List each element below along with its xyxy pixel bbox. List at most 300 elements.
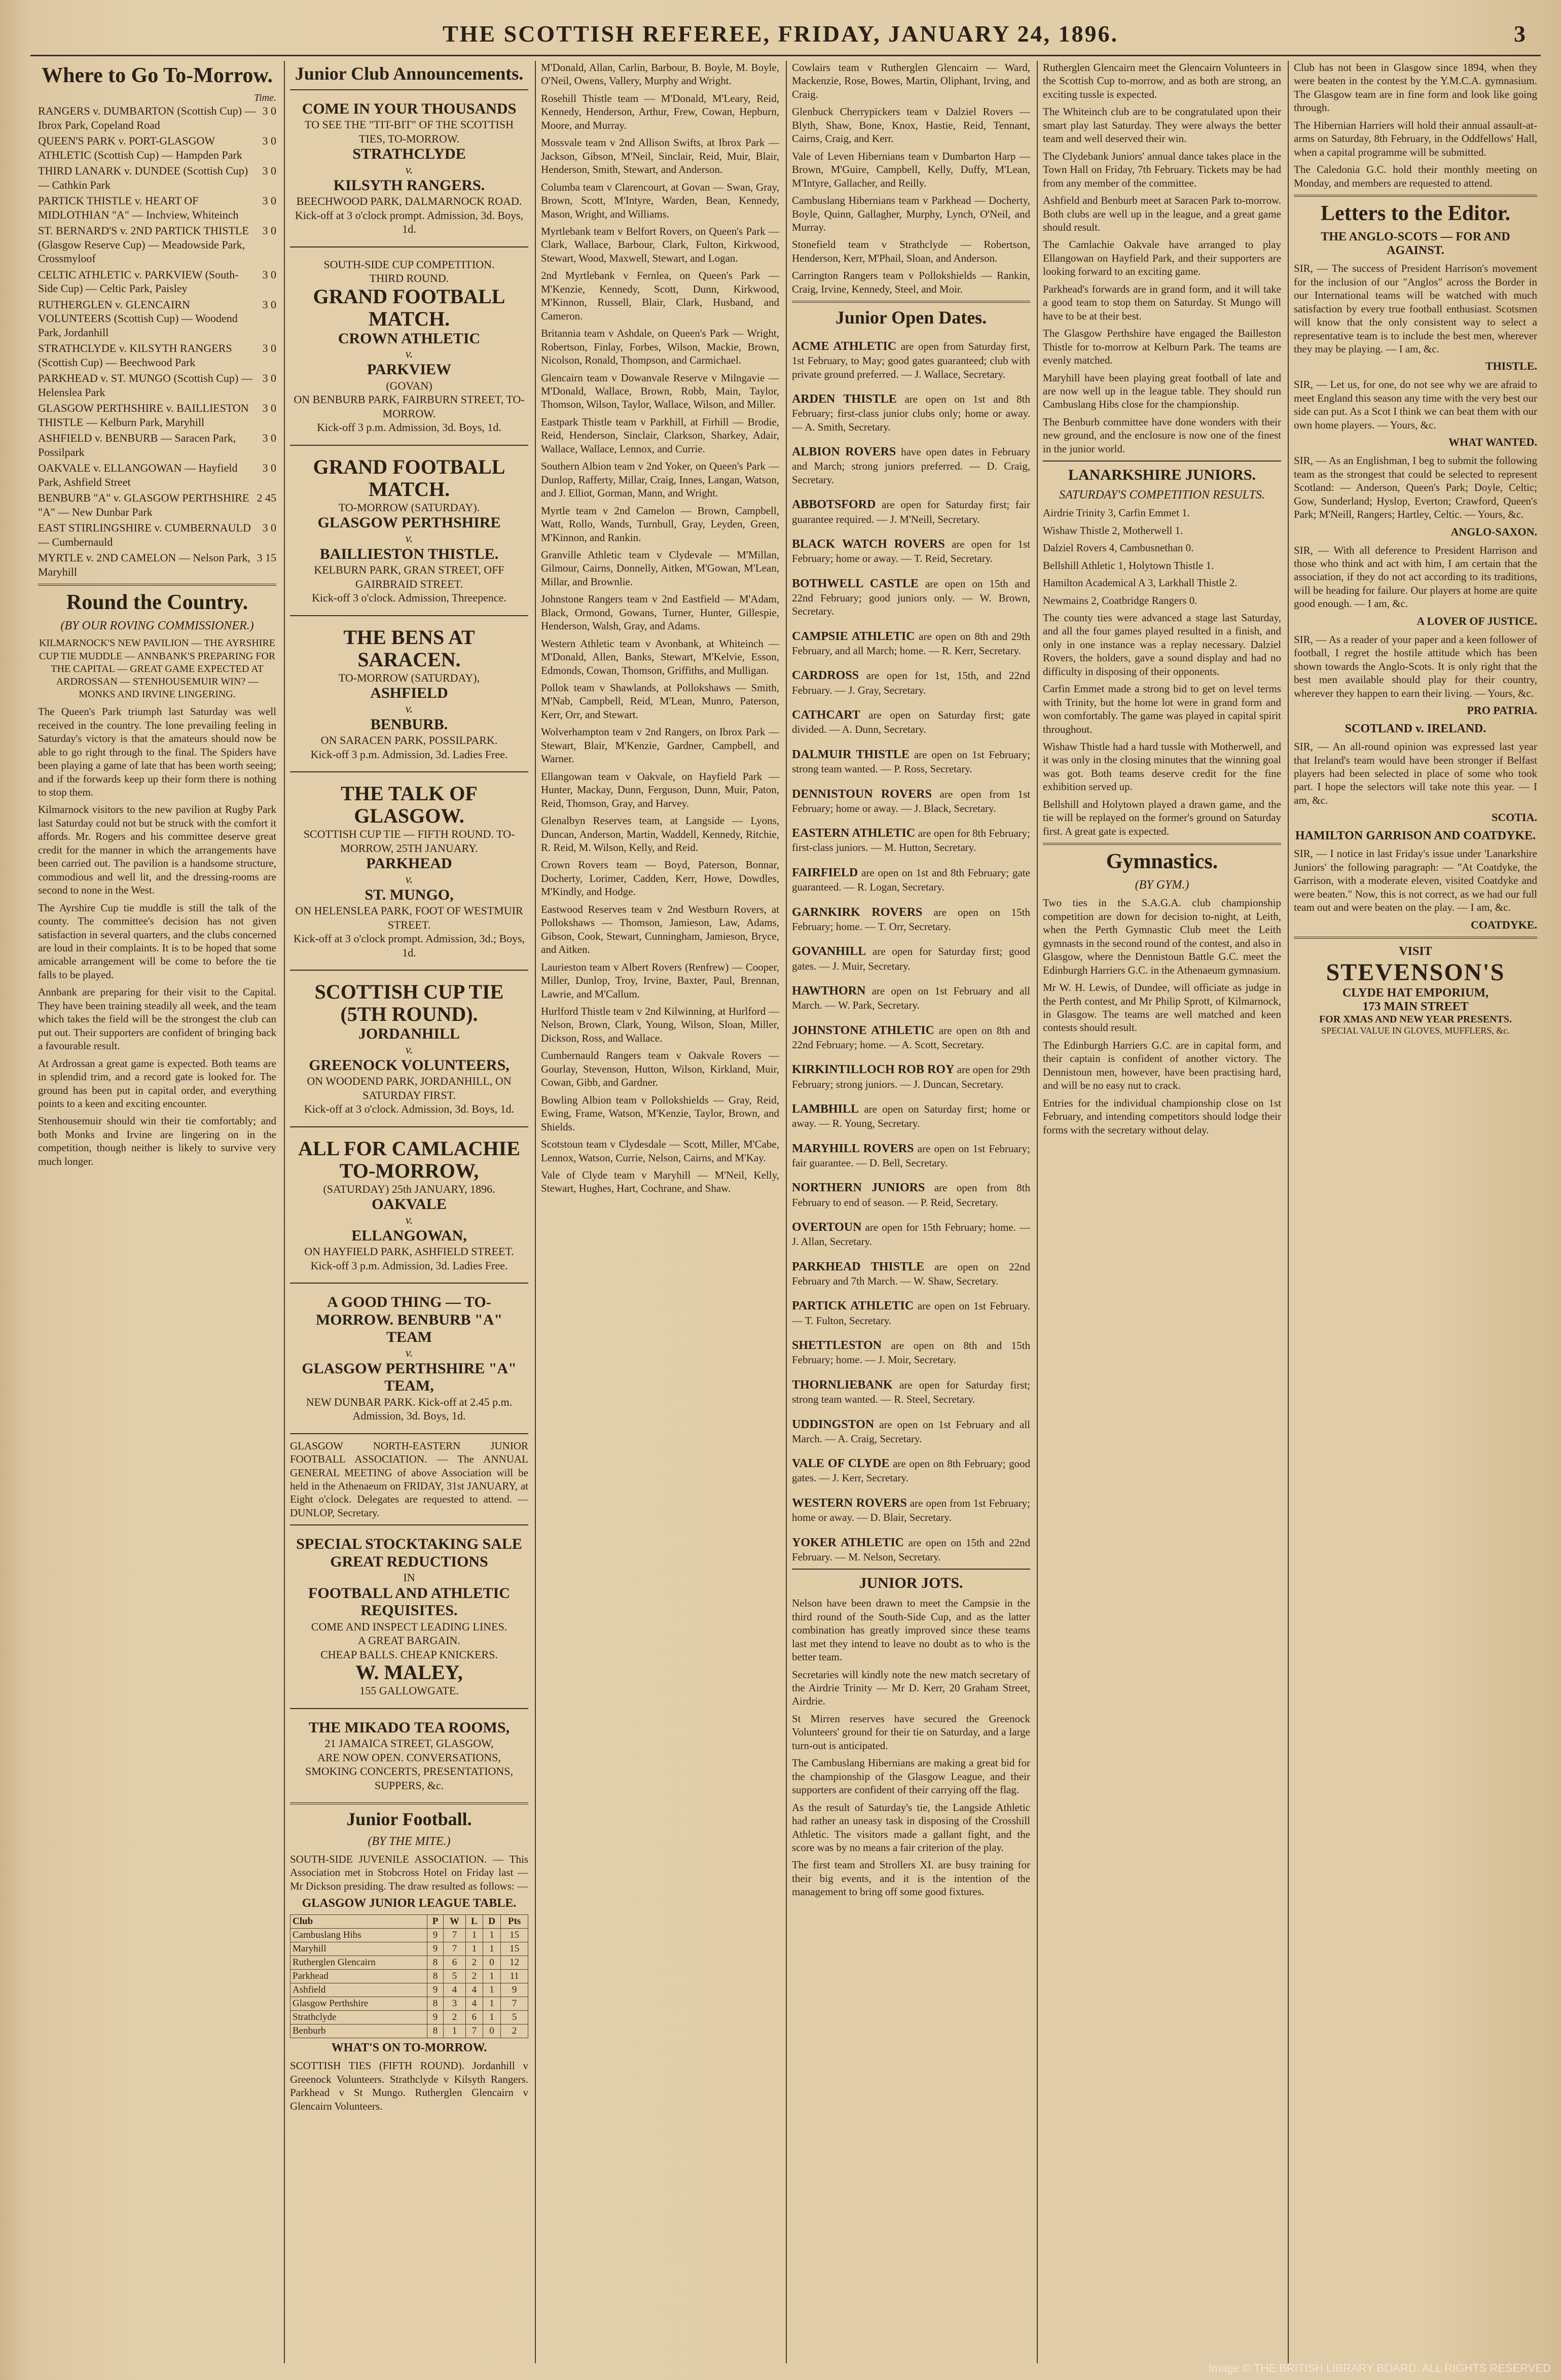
fixture-row bbox=[38, 341, 276, 369]
junior-announcements-title: Junior Club Announcements. bbox=[295, 63, 524, 84]
table-cell: 1 bbox=[483, 1997, 501, 2011]
open-date-text: are open from 1st February; home or away. — D. Blair, Secretary. bbox=[792, 1497, 1030, 1524]
ad-admission: Kick-off 3 p.m. Admission, 3d. Boys, 1d. bbox=[317, 421, 501, 434]
letter-body: SIR, — Let us, for one, do not see why we are afraid to meet England this season any time with the very best our side can put. As a Scot I think we can beat them with our own home players. — Yours, &c. bbox=[1294, 378, 1537, 431]
article-paragraph: Two ties in the S.A.G.A. club championship competition are down for decision to-night, at Leith, when the Perth Gymnastic Club meet the Leith gymnasts in the second round of the contest, and also in Glasgow, where the Dennistoun Battle G.C. meet the Edinburgh Harriers G.C. in the Athenaeum gymnasium. bbox=[1043, 897, 1281, 976]
ad-advertiser: STEVENSON'S bbox=[1326, 958, 1505, 986]
open-date-item bbox=[792, 944, 1030, 973]
open-date-text: are open on 1st February; fair guarantee. — D. Bell, Secretary. bbox=[792, 1142, 1030, 1169]
gymnastics-title: Gymnastics. bbox=[1106, 850, 1218, 874]
section-divider bbox=[290, 615, 528, 616]
ad-line: ARE NOW OPEN. CONVERSATIONS, SMOKING CONCERTS, PRESENTATIONS, SUPPERS, &c. bbox=[305, 1751, 514, 1792]
fixture-match: CELTIC ATHLETIC v. PARKVIEW (South-Side Cup) — Celtic Park, Paisley bbox=[38, 268, 239, 295]
table-cell: 5 bbox=[444, 1970, 466, 1983]
team-list-paragraph: Cowlairs team v Rutherglen Glencairn — Ward, Mackenzie, Rose, Bowes, Martin, Oliphant, Irving, and Craig. bbox=[792, 61, 1030, 100]
fixture-row bbox=[38, 164, 276, 192]
ad-admission: Kick-off at 3 o'clock. Admission, 3d. Boys, 1d. bbox=[304, 1103, 515, 1116]
open-date-text: are open on 1st February. — T. Fulton, Secretary. bbox=[792, 1300, 1030, 1327]
table-row bbox=[291, 2011, 528, 2024]
jot-paragraph: As the result of Saturday's tie, the Langside Athletic had rather an uneasy task in disposing of the Crosshill Athletic. The visitors made a gallant fight, and the score was by no means a fair criterion of the play. bbox=[792, 1801, 1030, 1854]
column-rule bbox=[535, 61, 536, 2363]
letter-signature: SCOTIA. bbox=[1492, 811, 1537, 824]
team-list-paragraph: Granville Athletic team v Clydevale — M'Millan, Gilmour, Cairns, Donnelly, Aitken, M'Gowan, M'Lean, Millar, and Brownlie. bbox=[541, 548, 779, 588]
section-divider bbox=[290, 1126, 528, 1127]
letters-title: Letters to the Editor. bbox=[1320, 202, 1511, 226]
open-date-item bbox=[792, 1180, 1030, 1209]
open-date-club: YOKER ATHLETIC bbox=[792, 1536, 904, 1549]
open-date-club: ARDEN THISTLE bbox=[792, 392, 897, 406]
table-header-cell: Club bbox=[291, 1915, 427, 1929]
open-date-club: WESTERN ROVERS bbox=[792, 1496, 907, 1510]
open-date-text: are open on 15th February; home. — T. Orr, Secretary. bbox=[792, 906, 1030, 933]
article-paragraph: The Edinburgh Harriers G.C. are in capital form, and their captain is confident of another victory. The Dennistoun men, however, have been practising hard, and will be no easy nut to crack. bbox=[1043, 1039, 1281, 1092]
open-date-club: FAIRFIELD bbox=[792, 866, 858, 879]
team-list-paragraph: Mossvale team v 2nd Allison Swifts, at Ibrox Park — Jackson, Gibson, M'Neil, Sinclair, Reid, Muir, Blair, Henderson, Smith, Stewart, and Anderson. bbox=[541, 136, 779, 176]
open-dates-list bbox=[792, 339, 1030, 1564]
note-paragraph: The Camlachie Oakvale have arranged to play Ellangowan on Hayfield Park, and their supporters are looking forward to an exciting game. bbox=[1043, 238, 1281, 278]
ad-round: THIRD ROUND. bbox=[369, 272, 449, 285]
table-cell: 8 bbox=[427, 2024, 443, 2038]
ad-line: VISIT bbox=[1399, 944, 1432, 958]
note-paragraph: Maryhill have been playing great football of late and are now well up in the league table. They should run Cambuslang Hibs close for the championship. bbox=[1043, 371, 1281, 411]
ad-admission: Kick-off 3 p.m. Admission, 3d. Ladies Free. bbox=[310, 1259, 508, 1272]
fixture-row bbox=[38, 104, 276, 132]
open-date-item bbox=[792, 1259, 1030, 1288]
team-list-paragraph: Rosehill Thistle team — M'Donald, M'Leary, Reid, Kennedy, Henderson, Arthur, Frew, Cowan, Hepburn, Moore, and Murray. bbox=[541, 92, 779, 131]
open-date-item bbox=[792, 576, 1030, 618]
ad-headline: GRAND FOOTBALL MATCH. bbox=[313, 455, 505, 501]
table-cell: 0 bbox=[483, 1956, 501, 1970]
table-row bbox=[291, 1970, 528, 1983]
fixture-time: 3 15 bbox=[257, 551, 276, 564]
table-cell: 4 bbox=[465, 1997, 483, 2011]
jot-paragraph: Nelson have been drawn to meet the Campsie in the third round of the South-Side Cup, and as the latter combination has greatly improved since these teams last met they intend to leave no doubt as to who is the better team. bbox=[792, 1597, 1030, 1663]
fixture-row bbox=[38, 461, 276, 489]
image-credit: Image © THE BRITISH LIBRARY BOARD. ALL RIGHTS RESERVED bbox=[1208, 2362, 1551, 2374]
ad-ground: ON HAYFIELD PARK, ASHFIELD STREET. bbox=[304, 1245, 514, 1258]
result-line: Dalziel Rovers 4, Cambusnethan 0. bbox=[1043, 542, 1194, 554]
ad-team-home: OAKVALE bbox=[372, 1196, 447, 1213]
team-list-paragraph: Ellangowan team v Oakvale, on Hayfield Park — Hunter, Mackay, Dunn, Ferguson, Dunn, Muir, Paton, Reid, Thomson, Gray, and Harvey. bbox=[541, 770, 779, 809]
gymnastics-continued bbox=[1294, 61, 1537, 190]
ad-subhead: SCOTTISH CUP TIE — FIFTH ROUND. TO-MORROW, 25TH JANUARY. bbox=[303, 828, 515, 855]
open-date-item bbox=[792, 1338, 1030, 1367]
junior-jots-title: JUNIOR JOTS. bbox=[859, 1575, 963, 1592]
article-paragraph: Annbank are preparing for their visit to the Capital. They have been training steadily all week, and the team which takes the field will be the strongest the club can put out. Their supporters are confident of bringing back a favourable result. bbox=[38, 986, 276, 1052]
open-date-item bbox=[792, 1456, 1030, 1485]
jot-paragraph: St Mirren reserves have secured the Greenock Volunteers' ground for their tie on Saturday, and a large turn-out is anticipated. bbox=[792, 1712, 1030, 1752]
fixture-row bbox=[38, 268, 276, 296]
open-date-club: DALMUIR THISTLE bbox=[792, 748, 910, 761]
open-date-text: are open on 8th and 22nd February; home. — A. Scott, Secretary. bbox=[792, 1024, 1030, 1051]
table-cell: 7 bbox=[444, 1929, 466, 1942]
fixture-row bbox=[38, 224, 276, 266]
league-table-header bbox=[291, 1915, 528, 1929]
table-cell: 11 bbox=[501, 1970, 528, 1983]
ad-bens-at-saracen bbox=[290, 621, 528, 767]
fixture-time: 3 0 bbox=[262, 432, 276, 445]
junior-football-text: SOUTH-SIDE JUVENILE ASSOCIATION. — This Association met in Stobcross Hotel on Friday last — Mr Dickson presiding. The draw resulted as follows: — bbox=[290, 1853, 528, 1892]
whats-on-text: SCOTTISH TIES (FIFTH ROUND). Jordanhill v Greenock Volunteers. Strathclyde v Kilsyth Rangers. Parkhead v St Mungo. Rutherglen Glencairn v Glencairn Volunteers. bbox=[290, 2059, 528, 2112]
open-date-text: are open on 1st February; strong team wanted. — P. Ross, Secretary. bbox=[792, 748, 1030, 775]
jot-paragraph: The Cambuslang Hibernians are making a great bid for the championship of the Glasgow League, and their supporters are confident of their carrying off the flag. bbox=[792, 1757, 1030, 1796]
section-divider bbox=[290, 246, 528, 247]
open-date-club: ABBOTSFORD bbox=[792, 498, 876, 512]
section-divider bbox=[290, 1802, 528, 1804]
open-date-club: ALBION ROVERS bbox=[792, 445, 896, 459]
table-cell: 12 bbox=[501, 1956, 528, 1970]
team-list-paragraph: Pollok team v Shawlands, at Pollokshaws — Smith, M'Nab, Campbell, Reid, M'Lean, Munro, Paterson, Kerr, Orr, and Stewart. bbox=[541, 682, 779, 721]
fixture-time: 3 0 bbox=[262, 268, 276, 281]
ad-address: 173 MAIN STREET bbox=[1362, 1000, 1469, 1013]
team-list-paragraph: Cumbernauld Rangers team v Oakvale Rovers — Gourlay, Stevenson, Hutton, Wilson, Kirkland, Muir, Cowan, Gibb, and Gardner. bbox=[541, 1049, 779, 1089]
team-list-paragraph: Stonefield team v Strathclyde — Robertson, Henderson, Kerr, M'Phail, Sloan, and Anderson. bbox=[792, 238, 1030, 264]
note-paragraph: The Benburb committee have done wonders with their new ground, and the enclosure is now one of the finest in the junior world. bbox=[1043, 415, 1281, 455]
table-cell: 7 bbox=[444, 1942, 466, 1956]
junior-notes bbox=[1043, 61, 1281, 455]
ad-ground: ON WOODEND PARK, JORDANHILL, ON SATURDAY FIRST. bbox=[307, 1075, 512, 1102]
table-cell: Strathclyde bbox=[291, 2011, 427, 2024]
letter-signature: THISTLE. bbox=[1485, 360, 1537, 373]
open-date-club: UDDINGSTON bbox=[792, 1417, 875, 1431]
letter-body: SIR, — The success of President Harrison's movement for the inclusion of our "Anglos" across the Border in our International teams will be watched with much satisfaction by every true football enthusiast. Scotsmen will know that the only consistent way to select a representative team is to include the best men, wherever they may be playing. — I am, &c. bbox=[1294, 262, 1537, 355]
section-divider bbox=[290, 1524, 528, 1525]
ad-team-away: BAILLIESTON THISTLE. bbox=[319, 545, 499, 562]
open-date-item bbox=[792, 1023, 1030, 1052]
ad-line: CLYDE HAT EMPORIUM, bbox=[1342, 986, 1489, 1000]
ad-headline: THE MIKADO TEA ROOMS, bbox=[308, 1719, 510, 1736]
letter-heading: THE ANGLO-SCOTS — FOR AND AGAINST. bbox=[1321, 230, 1510, 258]
open-date-text: are open on 1st February and all March. — W. Park, Secretary. bbox=[792, 984, 1030, 1012]
open-date-club: EASTERN ATHLETIC bbox=[792, 827, 916, 840]
table-cell: 2 bbox=[501, 2024, 528, 2038]
column-6 bbox=[1294, 61, 1537, 2363]
open-date-club: MARYHILL ROVERS bbox=[792, 1142, 914, 1155]
open-date-club: PARTICK ATHLETIC bbox=[792, 1299, 914, 1313]
table-cell: 1 bbox=[465, 1929, 483, 1942]
article-paragraph: Bellshill and Holytown played a drawn game, and the tie will be replayed on the former's ground on Saturday first. A great gate is expected. bbox=[1043, 798, 1281, 837]
fixture-list bbox=[38, 104, 276, 579]
ad-ground: KELBURN PARK, GRAN STREET, OFF GAIRBRAID STREET. bbox=[314, 563, 504, 590]
open-date-text: are open for 8th February; first-class juniors. — M. Hutton, Secretary. bbox=[792, 827, 1030, 854]
open-date-item bbox=[792, 1062, 1030, 1091]
ad-ground: ON HELENSLEA PARK, FOOT OF WESTMUIR STREET. bbox=[295, 904, 523, 931]
column-2 bbox=[290, 61, 528, 2363]
section-divider bbox=[1294, 937, 1537, 939]
table-cell: 9 bbox=[427, 1942, 443, 1956]
fixture-row bbox=[38, 298, 276, 340]
ad-team-home: ASHFIELD bbox=[370, 685, 448, 702]
whats-on-title: WHAT'S ON TO-MORROW. bbox=[331, 2041, 487, 2055]
ad-ground: BEECHWOOD PARK, DALMARNOCK ROAD. bbox=[296, 195, 522, 208]
article-paragraph: The Queen's Park triumph last Saturday was well received in the country. The lone prevailing feeling in Saturday's victory is that the amateurs should now be able to go right through to the final. The Spiders have been playing a game of late that has been worth seeing; and if the forwards keep up their form there is nothing to stop them. bbox=[38, 705, 276, 799]
ad-team-home: CROWN ATHLETIC bbox=[338, 330, 481, 347]
table-cell: 1 bbox=[444, 2024, 466, 2038]
open-date-club: CATHCART bbox=[792, 708, 860, 722]
ad-mikado-tea-rooms bbox=[290, 1714, 528, 1798]
table-cell: 1 bbox=[483, 1970, 501, 1983]
table-cell: 7 bbox=[465, 2024, 483, 2038]
table-cell: Ashfield bbox=[291, 1983, 427, 1997]
ad-headline: ALL FOR CAMLACHIE TO-MORROW, bbox=[298, 1136, 520, 1182]
table-cell: Cambuslang Hibs bbox=[291, 1929, 427, 1942]
open-date-club: VALE OF CLYDE bbox=[792, 1457, 890, 1471]
ad-headline: A GOOD THING — TO-MORROW. BENBURB "A" TEAM bbox=[315, 1294, 503, 1346]
section-divider bbox=[38, 584, 276, 586]
column-rule bbox=[1037, 61, 1038, 2363]
team-list-paragraph: Crown Rovers team — Boyd, Paterson, Bonnar, Docherty, Lorimer, Cadden, Kerr, Howe, Dowdles, M'Kindly, and Hodge. bbox=[541, 859, 779, 898]
ad-address: 155 GALLOWGATE. bbox=[359, 1684, 459, 1697]
section-divider bbox=[290, 89, 528, 90]
open-date-item bbox=[792, 1298, 1030, 1327]
team-list-paragraph: Bowling Albion team v Pollokshields — Gray, Reid, Ewing, Frame, Watson, M'Kenzie, Taylor, Brown, and Shields. bbox=[541, 1093, 779, 1133]
ad-team-home: JORDANHILL bbox=[358, 1025, 460, 1043]
jot-paragraph: Secretaries will kindly note the new match secretary of the Airdrie Trinity — Mr D. Kerr, 20 Graham Street, Airdrie. bbox=[792, 1668, 1030, 1708]
open-date-text: are open for Saturday first; fair guarantee required. — J. M'Neill, Secretary. bbox=[792, 499, 1030, 525]
lanarkshire-subtitle: SATURDAY'S COMPETITION RESULTS. bbox=[1059, 488, 1265, 502]
open-date-text: are open for 1st February; home or away. — T. Reid, Secretary. bbox=[792, 538, 1030, 565]
ad-team-away: BENBURB. bbox=[370, 716, 448, 733]
result-line: Wishaw Thistle 2, Motherwell 1. bbox=[1043, 524, 1183, 537]
ad-subhead: TO SEE THE "TIT-BIT" OF THE SCOTTISH TIES, TO-MORROW. bbox=[305, 118, 514, 145]
gymnastics-article bbox=[1043, 896, 1281, 1136]
open-date-item bbox=[792, 1141, 1030, 1170]
open-date-club: GOVANHILL bbox=[792, 945, 866, 958]
ad-good-thing bbox=[290, 1289, 528, 1428]
ad-admission: Kick-off at 3 o'clock prompt. Admission, 3d.; Boys, 1d. bbox=[293, 932, 525, 959]
ad-versus: v. bbox=[405, 531, 413, 545]
ad-team-home: STRATHCLYDE bbox=[352, 146, 466, 163]
open-date-item bbox=[792, 1496, 1030, 1524]
open-date-item bbox=[792, 865, 1030, 894]
round-subhead: KILMARNOCK'S NEW PAVILION — THE AYRSHIRE CUP TIE MUDDLE — ANNBANK'S PREPARING FOR THE CAPITAL — GREAT GAME EXPECTED AT ARDROSSAN — STENHOUSEMUIR WIN? — MONKS AND IRVINE LINGERING. bbox=[39, 637, 276, 700]
open-date-text: are open on 15th and 22nd February. — M. Nelson, Secretary. bbox=[792, 1536, 1030, 1563]
table-row bbox=[291, 1942, 528, 1956]
fixture-time: 3 0 bbox=[262, 342, 276, 355]
table-cell: 8 bbox=[427, 1970, 443, 1983]
open-date-club: GARNKIRK ROVERS bbox=[792, 905, 923, 919]
letter-signature: A LOVER OF JUSTICE. bbox=[1417, 614, 1537, 627]
open-date-text: are open on 22nd February and 7th March. — W. Shaw, Secretary. bbox=[792, 1260, 1030, 1288]
article-paragraph: Entries for the individual championship close on 1st February, and intending competitors should lodge their forms with the secretary without delay. bbox=[1043, 1096, 1281, 1136]
ad-headline: THE BENS AT SARACEN. bbox=[343, 625, 475, 671]
table-row bbox=[291, 1997, 528, 2011]
open-date-item bbox=[792, 629, 1030, 658]
team-lists bbox=[541, 61, 779, 1195]
ad-versus: v. bbox=[405, 1213, 413, 1227]
table-cell: 1 bbox=[483, 1929, 501, 1942]
ad-versus: v. bbox=[405, 163, 413, 176]
open-date-text: are open from Saturday first, 1st February, to May; good gates guaranteed; club with private ground preferred. — J. Wallace, Secretary. bbox=[792, 340, 1030, 380]
team-list-paragraph: Glencairn team v Dowanvale Reserve v Milngavie — M'Donald, Wallace, Brown, Robb, Main, Taylor, Thomson, Wilson, Taylor, Wallace, Wilson, and Miller. bbox=[541, 371, 779, 411]
table-cell: 6 bbox=[444, 1956, 466, 1970]
association-notice: GLASGOW NORTH-EASTERN JUNIOR FOOTBALL ASSOCIATION. — The ANNUAL GENERAL MEETING of above Association will be held in the Athenaeum on FRIDAY, 31st JANUARY, at Eight o'clock. Delegates are requested to attend. — DUNLOP, Secretary. bbox=[290, 1439, 528, 1519]
ad-ground: ON SARACEN PARK, POSSILPARK. bbox=[320, 734, 498, 747]
team-list-paragraph: Scotstoun team v Clydesdale — Scott, Miller, M'Cabe, Lennox, Watson, Currie, Nelson, Cairns, and M'Kay. bbox=[541, 1138, 779, 1164]
ad-headline: GRAND FOOTBALL MATCH. bbox=[313, 285, 505, 330]
open-date-text: are open on Saturday first; gate divided. — A. Dunn, Secretary. bbox=[792, 709, 1030, 736]
table-cell: 2 bbox=[465, 1956, 483, 1970]
ad-stevensons bbox=[1294, 945, 1537, 1036]
ad-line: CHEAP BALLS. CHEAP KNICKERS. bbox=[320, 1648, 498, 1661]
fixture-match: GLASGOW PERTHSHIRE v. BAILLIESTON THISTLE — Kelburn Park, Maryhill bbox=[38, 402, 249, 429]
open-date-item bbox=[792, 747, 1030, 776]
ad-headline: COME IN YOUR THOUSANDS bbox=[302, 100, 517, 117]
column-4 bbox=[792, 61, 1030, 2363]
open-date-item bbox=[792, 1220, 1030, 1249]
team-list-paragraph: Vale of Leven Hibernians team v Dumbarton Harp — Brown, M'Guire, Campbell, Kelly, Duffy, M'Lean, M'Intyre, Gallacher, and Reilly. bbox=[792, 150, 1030, 189]
fixture-time: 3 0 bbox=[262, 104, 276, 118]
ad-headline: THE TALK OF GLASGOW. bbox=[341, 782, 478, 828]
league-table-body bbox=[291, 1929, 528, 2038]
junior-football-byline: (BY THE MITE.) bbox=[368, 1834, 451, 1848]
note-paragraph: Rutherglen Glencairn meet the Glencairn Volunteers in the Scottish Cup to-morrow, and as both are strong, an exciting tussle is expected. bbox=[1043, 61, 1281, 100]
fixture-time: 3 0 bbox=[262, 298, 276, 311]
section-divider bbox=[290, 1283, 528, 1284]
article-paragraph: Wishaw Thistle had a hard tussle with Motherwell, and it was only in the closing minutes that the winning goal was got. Both teams deserve credit for the fine exhibition served up. bbox=[1043, 740, 1281, 793]
team-list-paragraph: Hurlford Thistle team v 2nd Kilwinning, at Hurlford — Nelson, Brown, Clark, Young, Wilson, Sloan, Miller, Dickson, Ross, and Wallace. bbox=[541, 1005, 779, 1044]
ad-team-home: GLASGOW PERTHSHIRE bbox=[317, 514, 501, 531]
round-byline: (BY OUR ROVING COMMISSIONER.) bbox=[60, 619, 254, 633]
fixture-time: 3 0 bbox=[262, 402, 276, 415]
fixture-match: EAST STIRLINGSHIRE v. CUMBERNAULD — Cumbernauld bbox=[38, 521, 251, 548]
ad-team-away: GLASGOW PERTHSHIRE "A" TEAM, bbox=[302, 1360, 517, 1395]
fixture-row bbox=[38, 491, 276, 519]
team-list-paragraph: Western Athletic team v Avonbank, at Whiteinch — M'Donald, Allen, Banks, Stewart, M'Kelvie, Esson, Edmonds, Cowan, Thomson, Griffiths, and Mulligan. bbox=[541, 637, 779, 677]
table-cell: 15 bbox=[501, 1942, 528, 1956]
junior-football-title: Junior Football. bbox=[346, 1809, 472, 1830]
table-row bbox=[291, 1983, 528, 1997]
open-date-item bbox=[792, 905, 1030, 934]
table-cell: 5 bbox=[501, 2011, 528, 2024]
fixture-match: MYRTLE v. 2ND CAMELON — Nelson Park, Maryhill bbox=[38, 551, 250, 578]
letter-body: SIR, — As an Englishman, I beg to submit the following team as the strongest that could be selected to represent Scotland: — Anderson, Queen's Park; Doyle, Celtic; Gow, Sunderland; Hyslop, Everton; Crawford, Queen's Park; M'Neill, Rangers; Hartley, Celtic. — Yours, &c. bbox=[1294, 454, 1537, 521]
open-date-text: are open from 8th February to end of season. — P. Reid, Secretary. bbox=[792, 1182, 1030, 1209]
lanarkshire-juniors-title: LANARKSHIRE JUNIORS. bbox=[1068, 467, 1256, 484]
table-cell: Benburb bbox=[291, 2024, 427, 2038]
open-date-text: are open on 8th and 29th February, and all March; home. — R. Kerr, Secretary. bbox=[792, 630, 1030, 657]
team-list-paragraph: Laurieston team v Albert Rovers (Renfrew) — Cooper, Miller, Dunlop, Troy, Irvine, Baxter, Paul, Brennan, Lawrie, and M'Callum. bbox=[541, 961, 779, 1000]
ad-perthshire bbox=[290, 451, 528, 610]
table-cell: 1 bbox=[483, 2011, 501, 2024]
fixture-time: 3 0 bbox=[262, 372, 276, 385]
note-paragraph: The Glasgow Perthshire have engaged the Bailleston Thistle for to-morrow at Kelburn Park. The teams are evenly matched. bbox=[1043, 327, 1281, 367]
letter-signature: PRO PATRIA. bbox=[1467, 704, 1537, 717]
ad-versus: v. bbox=[405, 1346, 413, 1360]
lanarkshire-article bbox=[1043, 611, 1281, 838]
team-list-paragraph: Vale of Clyde team v Maryhill — M'Neil, Kelly, Stewart, Hughes, Hart, Cochrane, and Shaw. bbox=[541, 1168, 779, 1195]
ad-camlachie bbox=[290, 1132, 528, 1278]
team-list-paragraph: Myrtlebank team v Belfort Rovers, on Queen's Park — Clark, Wallace, Barbour, Clark, Fulton, Kirkwood, Stewart, Wood, Maxwell, Stewart, and Logan. bbox=[541, 225, 779, 264]
letter-heading: HAMILTON GARRISON AND COATDYKE. bbox=[1295, 829, 1536, 843]
open-date-text: are open on 1st February and all March. — A. Craig, Secretary. bbox=[792, 1418, 1030, 1445]
result-line: Airdrie Trinity 3, Carfin Emmet 1. bbox=[1043, 507, 1190, 519]
open-date-club: JOHNSTONE ATHLETIC bbox=[792, 1023, 934, 1037]
fixture-match: RUTHERGLEN v. GLENCAIRN VOLUNTEERS (Scottish Cup) — Woodend Park, Jordanhill bbox=[38, 298, 238, 339]
ad-ground: NEW DUNBAR PARK. Kick-off at 2.45 p.m. bbox=[306, 1395, 513, 1408]
table-cell: 7 bbox=[501, 1997, 528, 2011]
fixture-match: PARKHEAD v. ST. MUNGO (Scottish Cup) — Helenslea Park bbox=[38, 372, 252, 399]
ad-strathclyde bbox=[290, 95, 528, 241]
open-date-item bbox=[792, 392, 1030, 434]
ad-team-away: ELLANGOWAN, bbox=[351, 1227, 467, 1244]
open-date-item bbox=[792, 983, 1030, 1012]
table-cell: 8 bbox=[427, 1956, 443, 1970]
lanarkshire-results bbox=[1043, 506, 1281, 607]
ad-versus: v. bbox=[405, 347, 413, 361]
ad-ground: ON BENBURB PARK, FAIRBURN STREET, TO-MORROW. bbox=[294, 393, 525, 420]
team-list-paragraph: Eastpark Thistle team v Parkhill, at Firhill — Brodie, Reid, Henderson, Sinclair, Clarkson, Sharkey, Adair, Wallace, Wallace, Lennox, and Currie. bbox=[541, 415, 779, 455]
masthead-title: THE SCOTTISH REFEREE, FRIDAY, JANUARY 24, 1896. bbox=[442, 21, 1119, 47]
fixture-match: RANGERS v. DUMBARTON (Scottish Cup) — Ibrox Park, Copeland Road bbox=[38, 104, 256, 131]
fixture-row bbox=[38, 551, 276, 579]
table-cell: 4 bbox=[444, 1983, 466, 1997]
ad-versus: v. bbox=[405, 702, 413, 716]
ad-maley-sale bbox=[290, 1531, 528, 1703]
letter-body: SIR, — An all-round opinion was expressed last year that Ireland's team would have been stronger if Belfast players had been selected in place of some who took part. I hope the selectors will take note this year. — I am, &c. bbox=[1294, 740, 1537, 806]
open-date-item bbox=[792, 1102, 1030, 1130]
table-cell: 8 bbox=[427, 1997, 443, 2011]
table-cell: 9 bbox=[501, 1983, 528, 1997]
team-list-paragraph: M'Donald, Allan, Carlin, Barbour, B. Boyle, M. Boyle, O'Neil, Owens, Vallery, Murphy and Wright. bbox=[541, 61, 779, 87]
round-article bbox=[38, 705, 276, 1168]
open-date-item bbox=[792, 1417, 1030, 1446]
where-to-go-title: Where to Go To-Morrow. bbox=[42, 64, 273, 87]
note-paragraph: The Whiteinch club are to be congratulated upon their smart play last Saturday. They were always the better team and well deserved their win. bbox=[1043, 105, 1281, 145]
team-list-paragraph: Britannia team v Ashdale, on Queen's Park — Wright, Robertson, Finlay, Forbes, Wilson, Mackie, Brown, Nicolson, Ronald, Thompson, and Carmichael. bbox=[541, 327, 779, 367]
page-number: 3 bbox=[1514, 21, 1526, 47]
team-list-paragraph: Columba team v Clarencourt, at Govan — Swan, Gray, Brown, Scott, M'Intyre, Warden, Bean, Kennedy, Mason, Wright, and Williams. bbox=[541, 181, 779, 220]
table-row bbox=[291, 1929, 528, 1942]
fixture-match: ST. BERNARD'S v. 2ND PARTICK THISTLE (Glasgow Reserve Cup) — Meadowside Park, Crossmyloof bbox=[38, 224, 249, 265]
open-date-text: are open on 1st and 8th February; gate guaranteed. — R. Logan, Secretary. bbox=[792, 866, 1030, 894]
open-date-club: CAMPSIE ATHLETIC bbox=[792, 629, 915, 643]
fixture-time: 2 45 bbox=[257, 491, 276, 505]
open-date-club: CARDROSS bbox=[792, 669, 859, 683]
table-row bbox=[291, 2024, 528, 2038]
open-date-item bbox=[792, 787, 1030, 815]
junior-open-dates-title: Junior Open Dates. bbox=[835, 307, 987, 328]
letter-signature: COATDYKE. bbox=[1471, 918, 1537, 931]
table-cell: 15 bbox=[501, 1929, 528, 1942]
article-paragraph: The Hibernian Harriers will hold their annual assault-at-arms on Saturday, 8th February, in the Oddfellows' Hall, when a capital programme will be submitted. bbox=[1294, 119, 1537, 158]
ad-versus: v. bbox=[405, 1043, 413, 1056]
column-3 bbox=[541, 61, 779, 2363]
article-paragraph: Mr W. H. Lewis, of Dundee, will officiate as judge in the Perth contest, and Mr Philip Sprott, of Kilmarnock, in Glasgow. The teams are well matched and keen contests should result. bbox=[1043, 981, 1281, 1034]
section-divider bbox=[290, 1708, 528, 1709]
ad-admission: Kick-off at 3 o'clock prompt. Admission, 3d. Boys, 1d. bbox=[295, 208, 524, 236]
ad-date: TO-MORROW (SATURDAY). bbox=[338, 501, 480, 514]
fixture-match: BENBURB "A" v. GLASGOW PERTHSHIRE "A" — New Dunbar Park bbox=[38, 491, 249, 518]
ad-line: SPECIAL VALUE IN GLOVES, MUFFLERS, &c. bbox=[1321, 1025, 1510, 1036]
ad-admission: Kick-off 3 p.m. Admission, 3d. Ladies Free. bbox=[310, 748, 508, 761]
column-5 bbox=[1043, 61, 1281, 2363]
time-header: Time. bbox=[254, 92, 276, 104]
table-cell: 2 bbox=[444, 2011, 466, 2024]
team-list-paragraph: Glenbuck Cherrypickers team v Dalziel Rovers — Blyth, Shaw, Bone, Knox, Hastie, Reid, Tennant, Cairns, Craig, and Kerr. bbox=[792, 105, 1030, 145]
table-cell: 3 bbox=[444, 1997, 466, 2011]
fixture-time: 3 0 bbox=[262, 461, 276, 475]
open-date-club: THORNLIEBANK bbox=[792, 1378, 893, 1392]
open-date-text: are open on 1st and 8th February; first-class junior clubs only; home or away. — A. Smith, Secretary. bbox=[792, 393, 1030, 433]
league-table bbox=[290, 1914, 528, 2038]
ad-versus: v. bbox=[405, 872, 413, 886]
fixture-row bbox=[38, 371, 276, 399]
table-header-cell: L bbox=[465, 1915, 483, 1929]
article-paragraph: Kilmarnock visitors to the new pavilion at Rugby Park last Saturday could not but be struck with the comfort it affords. Mr. Rogers and his committee deserve great credit for the manner in which the arrangements have been carried out. The pavilion is a handsome structure, commodious and well lit, and the dressing-rooms are second to none in the West. bbox=[38, 803, 276, 897]
open-date-item bbox=[792, 537, 1030, 565]
article-paragraph: Club has not been in Glasgow since 1894, when they were beaten in the contest by the Y.M.C.A. gymnasium. The Glasgow team are in fine form and look like going through. bbox=[1294, 61, 1537, 114]
